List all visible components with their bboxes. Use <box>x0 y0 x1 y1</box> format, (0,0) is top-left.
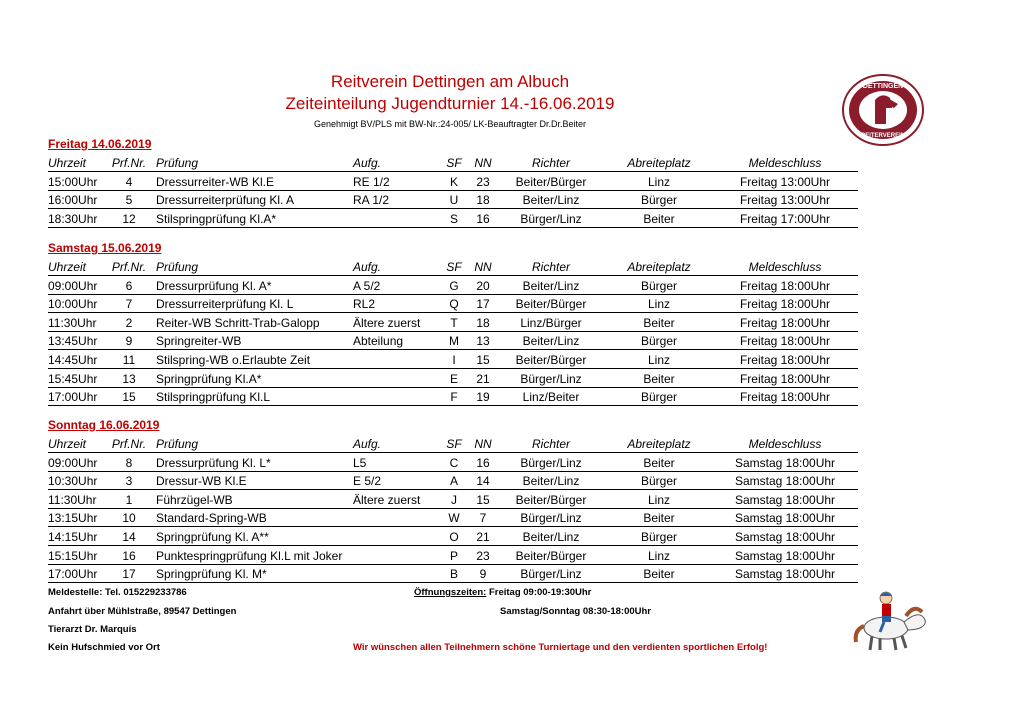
cell-richter: Bürger/Linz <box>520 371 582 386</box>
cell-prf-nr: 5 <box>125 193 133 208</box>
table-row <box>48 454 858 472</box>
cell-nn: 20 <box>476 278 490 293</box>
cell-pruefung: Stilspring-WB o.Erlaubte Zeit <box>156 353 311 367</box>
page-title: Reitverein Dettingen am Albuch <box>330 72 570 91</box>
column-header-meldeschluss: Meldeschluss <box>748 260 822 274</box>
table-header <box>48 258 858 276</box>
table-row <box>48 210 858 228</box>
cell-nn: 15 <box>476 492 490 507</box>
cell-sf: P <box>449 548 458 563</box>
cell-nn: 15 <box>476 353 490 367</box>
cell-pruefung: Standard-Spring-WB <box>156 511 267 526</box>
cell-meldeschluss: Freitag 18:00Uhr <box>739 315 831 330</box>
pony-rider-illustration <box>848 590 934 652</box>
cell-time: 18:30Uhr <box>48 211 98 226</box>
cell-nn: 23 <box>476 174 490 189</box>
cell-abreiteplatz: Bürger <box>640 278 678 293</box>
column-header-prf-nr: Prf.Nr. <box>111 260 147 274</box>
cell-abreiteplatz: Linz <box>647 297 670 312</box>
cell-time: 09:00Uhr <box>48 278 98 293</box>
cell-abreiteplatz: Bürger <box>640 390 678 405</box>
cell-pruefung: Stilspringprüfung Kl.L <box>156 390 271 405</box>
cell-sf: S <box>449 211 458 226</box>
cell-meldeschluss: Samstag 18:00Uhr <box>734 474 836 489</box>
cell-abreiteplatz: Beiter <box>643 371 675 386</box>
cell-meldeschluss: Freitag 18:00Uhr <box>739 353 831 367</box>
cell-pruefung: Stilspringprüfung Kl.A* <box>156 211 277 226</box>
cell-prf-nr: 1 <box>125 492 133 507</box>
cell-abreiteplatz: Bürger <box>640 334 678 349</box>
column-header-richter: Richter <box>531 156 570 170</box>
cell-richter: Linz/Beiter <box>522 390 580 405</box>
wish-text: Wir wünschen allen Teilnehmern schöne Turniertage und den verdienten sportlichen Erfolg! <box>353 642 768 653</box>
column-header-nn: NN <box>474 260 492 274</box>
cell-meldeschluss: Freitag 17:00Uhr <box>739 211 831 226</box>
cell-abreiteplatz: Linz <box>647 548 670 563</box>
cell-sf: B <box>449 567 458 582</box>
table-header <box>48 154 858 172</box>
cell-aufg: E 5/2 <box>353 474 382 489</box>
cell-meldeschluss: Freitag 18:00Uhr <box>739 371 831 386</box>
table-row <box>48 173 858 191</box>
svg-text:REITERVEREIN: REITERVEREIN <box>860 133 906 139</box>
table-row <box>48 472 858 490</box>
column-header-sf: SF <box>446 260 462 274</box>
hufschmied-text: Kein Hufschmied vor Ort <box>48 642 160 653</box>
cell-richter: Beiter/Linz <box>522 474 580 489</box>
cell-time: 13:15Uhr <box>48 511 98 526</box>
cell-pruefung: Führzügel-WB <box>156 492 233 507</box>
cell-meldeschluss: Samstag 18:00Uhr <box>734 492 836 507</box>
cell-prf-nr: 8 <box>125 455 133 470</box>
cell-pruefung: Dressurreiterprüfung Kl. L <box>156 297 294 312</box>
day-title: Samstag 15.06.2019 <box>48 241 162 255</box>
cell-pruefung: Dressurprüfung Kl. A* <box>156 278 272 293</box>
column-header-sf: SF <box>446 156 462 170</box>
cell-richter: Beiter/Bürger <box>515 353 587 367</box>
page-subtitle: Zeiteinteilung Jugendturnier 14.-16.06.2019 <box>285 94 615 113</box>
cell-time: 10:00Uhr <box>48 297 98 312</box>
cell-richter: Beiter/Bürger <box>515 297 587 312</box>
cell-prf-nr: 17 <box>122 567 136 582</box>
tierarzt-text: Tierarzt Dr. Marquis <box>48 624 137 635</box>
cell-nn: 9 <box>479 567 487 582</box>
cell-aufg: Ältere zuerst <box>353 315 421 330</box>
cell-abreiteplatz: Bürger <box>640 530 678 544</box>
table-row <box>48 565 858 583</box>
cell-time: 13:45Uhr <box>48 334 98 349</box>
table-row <box>48 370 858 388</box>
cell-sf: W <box>448 511 460 526</box>
column-header-pruefung: Prüfung <box>156 260 199 274</box>
cell-prf-nr: 4 <box>125 174 133 189</box>
cell-aufg: Ältere zuerst <box>353 492 421 507</box>
cell-richter: Bürger/Linz <box>520 511 582 526</box>
cell-time: 15:45Uhr <box>48 371 98 386</box>
table-row <box>48 295 858 313</box>
column-header-meldeschluss: Meldeschluss <box>748 437 822 451</box>
cell-prf-nr: 16 <box>122 548 136 563</box>
cell-meldeschluss: Samstag 18:00Uhr <box>734 548 836 563</box>
cell-prf-nr: 11 <box>122 353 136 367</box>
column-header-abreiteplatz: Abreiteplatz <box>627 156 691 170</box>
cell-sf: U <box>449 193 459 208</box>
cell-time: 11:30Uhr <box>48 492 97 507</box>
cell-pruefung: Punktespringprüfung Kl.L mit Joker <box>156 548 343 563</box>
cell-sf: M <box>449 334 459 349</box>
cell-meldeschluss: Freitag 13:00Uhr <box>739 174 831 189</box>
cell-abreiteplatz: Beiter <box>643 211 675 226</box>
cell-sf: E <box>449 371 458 386</box>
cell-abreiteplatz: Bürger <box>640 193 678 208</box>
cell-prf-nr: 14 <box>122 530 136 544</box>
cell-meldeschluss: Samstag 18:00Uhr <box>734 530 836 544</box>
column-header-abreiteplatz: Abreiteplatz <box>627 260 691 274</box>
cell-time: 14:15Uhr <box>48 530 98 544</box>
cell-aufg: RA 1/2 <box>353 193 390 208</box>
cell-richter: Beiter/Linz <box>522 278 580 293</box>
cell-richter: Bürger/Linz <box>520 567 582 582</box>
cell-richter: Beiter/Linz <box>522 530 580 544</box>
cell-meldeschluss: Freitag 18:00Uhr <box>739 278 831 293</box>
cell-prf-nr: 12 <box>122 211 136 226</box>
cell-time: 15:15Uhr <box>48 548 98 563</box>
cell-pruefung: Dressur-WB Kl.E <box>156 474 247 489</box>
table-row <box>48 547 858 565</box>
cell-meldeschluss: Samstag 18:00Uhr <box>734 567 836 582</box>
cell-meldeschluss: Freitag 13:00Uhr <box>739 193 831 208</box>
cell-pruefung: Springreiter-WB <box>156 334 242 349</box>
cell-meldeschluss: Samstag 18:00Uhr <box>734 511 836 526</box>
cell-nn: 21 <box>476 530 490 544</box>
cell-pruefung: Dressurprüfung Kl. L* <box>156 455 271 470</box>
cell-aufg: L5 <box>353 455 367 470</box>
cell-meldeschluss: Freitag 18:00Uhr <box>739 334 831 349</box>
cell-time: 11:30Uhr <box>48 315 97 330</box>
cell-aufg: A 5/2 <box>353 278 381 293</box>
table-row <box>48 509 858 527</box>
table-header <box>48 435 858 453</box>
table-row <box>48 332 858 350</box>
cell-prf-nr: 9 <box>125 334 133 349</box>
cell-prf-nr: 7 <box>125 297 133 312</box>
cell-sf: G <box>449 278 459 293</box>
meldestelle-text: Meldestelle: Tel. 015229233786 <box>48 587 187 598</box>
column-header-aufg: Aufg. <box>353 260 382 274</box>
cell-time: 09:00Uhr <box>48 455 98 470</box>
cell-aufg: Abteilung <box>353 334 404 349</box>
cell-prf-nr: 6 <box>125 278 133 293</box>
column-header-prf-nr: Prf.Nr. <box>111 437 147 451</box>
cell-pruefung: Springprüfung Kl. M* <box>156 567 267 582</box>
cell-richter: Bürger/Linz <box>520 211 582 226</box>
cell-abreiteplatz: Linz <box>647 492 670 507</box>
cell-nn: 21 <box>476 371 490 386</box>
cell-prf-nr: 10 <box>122 511 136 526</box>
cell-richter: Beiter/Linz <box>522 334 580 349</box>
cell-pruefung: Springprüfung Kl. A** <box>156 530 269 544</box>
column-header-aufg: Aufg. <box>353 437 382 451</box>
cell-abreiteplatz: Beiter <box>643 455 675 470</box>
table-row <box>48 528 858 546</box>
cell-prf-nr: 2 <box>125 315 133 330</box>
cell-time: 17:00Uhr <box>48 567 98 582</box>
cell-abreiteplatz: Linz <box>647 353 670 367</box>
cell-nn: 17 <box>476 297 490 312</box>
club-logo <box>842 74 924 146</box>
cell-prf-nr: 13 <box>122 371 136 386</box>
cell-abreiteplatz: Beiter <box>643 567 675 582</box>
column-header-abreiteplatz: Abreiteplatz <box>627 437 691 451</box>
cell-sf: T <box>450 315 458 330</box>
column-header-nn: NN <box>474 156 492 170</box>
cell-nn: 7 <box>479 511 487 526</box>
cell-pruefung: Dressurreiter-WB Kl.E <box>156 174 275 189</box>
cell-nn: 13 <box>476 334 490 349</box>
cell-abreiteplatz: Bürger <box>640 474 678 489</box>
column-header-time: Uhrzeit <box>48 156 87 170</box>
cell-sf: A <box>449 474 458 489</box>
table-row <box>48 388 858 406</box>
cell-nn: 14 <box>476 474 490 489</box>
cell-richter: Linz/Bürger <box>520 315 582 330</box>
cell-time: 15:00Uhr <box>48 174 98 189</box>
column-header-meldeschluss: Meldeschluss <box>748 156 822 170</box>
day-title: Sonntag 16.06.2019 <box>48 418 160 432</box>
cell-aufg: RL2 <box>353 297 376 312</box>
column-header-time: Uhrzeit <box>48 437 87 451</box>
cell-meldeschluss: Freitag 18:00Uhr <box>739 297 831 312</box>
column-header-time: Uhrzeit <box>48 260 87 274</box>
cell-pruefung: Springprüfung Kl.A* <box>156 371 262 386</box>
cell-time: 10:30Uhr <box>48 474 98 489</box>
column-header-richter: Richter <box>531 260 570 274</box>
cell-richter: Beiter/Bürger <box>515 174 587 189</box>
day-title: Freitag 14.06.2019 <box>48 137 152 151</box>
table-row <box>48 277 858 295</box>
cell-time: 17:00Uhr <box>48 390 98 405</box>
table-row <box>48 314 858 332</box>
cell-prf-nr: 3 <box>125 474 133 489</box>
cell-time: 14:45Uhr <box>48 353 98 367</box>
column-header-pruefung: Prüfung <box>156 437 199 451</box>
cell-nn: 16 <box>476 455 490 470</box>
table-row <box>48 491 858 509</box>
svg-text:DETTINGEN: DETTINGEN <box>862 83 904 90</box>
column-header-prf-nr: Prf.Nr. <box>111 156 147 170</box>
cell-sf: J <box>451 492 457 507</box>
cell-richter: Beiter/Linz <box>522 193 580 208</box>
opening-hours-label: Öffnungszeiten: <box>414 587 487 598</box>
opening-hours-weekend: Samstag/Sonntag 08:30-18:00Uhr <box>500 606 651 617</box>
cell-nn: 19 <box>476 390 490 405</box>
cell-sf: O <box>449 530 459 544</box>
cell-meldeschluss: Samstag 18:00Uhr <box>734 455 836 470</box>
column-header-richter: Richter <box>531 437 570 451</box>
cell-nn: 16 <box>476 211 490 226</box>
anfahrt-text: Anfahrt über Mühlstraße, 89547 Dettingen <box>48 606 237 617</box>
cell-time: 16:00Uhr <box>48 193 98 208</box>
cell-sf: C <box>449 455 459 470</box>
column-header-aufg: Aufg. <box>353 156 382 170</box>
opening-hours <box>414 587 591 598</box>
table-row <box>48 191 858 209</box>
cell-richter: Beiter/Bürger <box>515 548 587 563</box>
cell-prf-nr: 15 <box>122 390 136 405</box>
opening-hours-friday: Freitag 09:00-19:30Uhr <box>486 587 592 598</box>
approval-note: Genehmigt BV/PLS mit BW-Nr.:24-005/ LK-Beauftragter Dr.Dr.Beiter <box>314 119 586 129</box>
cell-pruefung: Reiter-WB Schritt-Trab-Galopp <box>156 315 320 330</box>
cell-nn: 18 <box>476 193 490 208</box>
cell-sf: K <box>449 174 458 189</box>
column-header-pruefung: Prüfung <box>156 156 199 170</box>
cell-nn: 18 <box>476 315 490 330</box>
cell-meldeschluss: Freitag 18:00Uhr <box>739 390 831 405</box>
column-header-nn: NN <box>474 437 492 451</box>
cell-richter: Beiter/Bürger <box>515 492 587 507</box>
cell-abreiteplatz: Beiter <box>643 511 675 526</box>
table-row <box>48 351 858 369</box>
cell-abreiteplatz: Linz <box>647 174 670 189</box>
cell-abreiteplatz: Beiter <box>643 315 675 330</box>
cell-aufg: RE 1/2 <box>353 174 390 189</box>
cell-pruefung: Dressurreiterprüfung Kl. A <box>156 193 295 208</box>
cell-sf: F <box>450 390 458 405</box>
cell-richter: Bürger/Linz <box>520 455 582 470</box>
cell-sf: I <box>452 353 456 367</box>
cell-sf: Q <box>449 297 459 312</box>
cell-nn: 23 <box>476 548 490 563</box>
column-header-sf: SF <box>446 437 462 451</box>
